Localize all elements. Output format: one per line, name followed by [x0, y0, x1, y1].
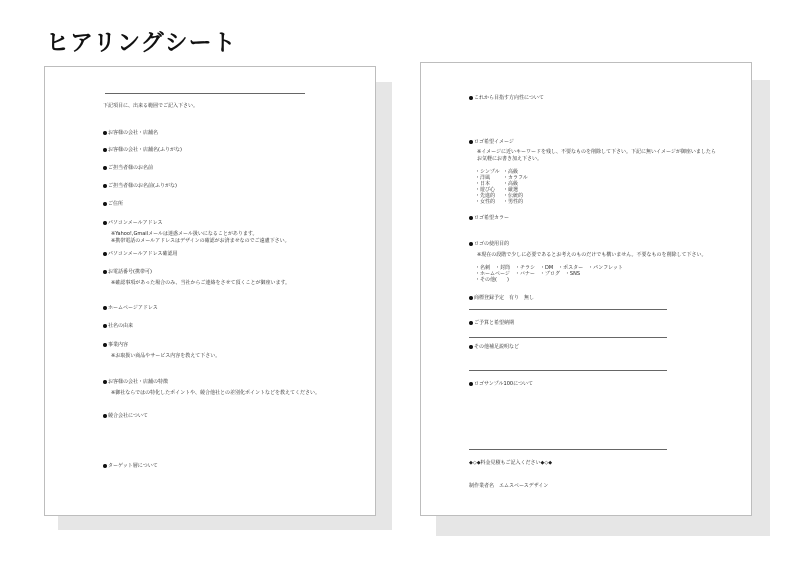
item-logo-image: ロゴ希望イメージ — [469, 139, 514, 145]
producer-name: 制作業者名 エムスペースデザイン — [469, 483, 549, 489]
usage-line-1: ・名刺 ・封筒 ・チラシ ・DM ・ポスター ・パンフレット — [475, 265, 623, 271]
keyword-a-1: ・シンプル — [475, 169, 500, 175]
item-logo-usage: ロゴの使用目的 — [469, 241, 509, 247]
bullet-icon — [469, 96, 473, 100]
bullet-icon — [103, 306, 107, 310]
item-features: お客様の会社・店舗の特徴 — [103, 379, 168, 385]
item-phone: お電話番号(携帯可) — [103, 269, 152, 275]
item-target: ターゲット層について — [103, 463, 158, 469]
bullet-icon — [469, 242, 473, 246]
bullet-icon — [469, 216, 473, 220]
bullet-icon — [469, 345, 473, 349]
email-note-1: ※Yahoo!,Gmailメールは迷惑メール扱いになることがあります。 — [111, 231, 258, 237]
divider — [469, 337, 667, 338]
item-budget: ご予算と希望納期 — [469, 320, 514, 326]
bullet-icon — [103, 380, 107, 384]
bullet-icon — [103, 414, 107, 418]
image-note-1: ※イメージに近いキーワードを残し、不要なものを削除して下さい。下記に無いイメージが御座いましたら — [477, 149, 716, 155]
item-company: お客様の会社・店舗名 — [103, 130, 158, 136]
bullet-icon — [103, 270, 107, 274]
divider — [469, 449, 667, 450]
keyword-b-2: ・カラフル — [503, 175, 528, 181]
usage-note: ※現在の段階で少しに必要であるとお考えのものだけでも構いません。不要なものを削除して下さい。 — [477, 252, 707, 258]
usage-line-3: ・その他( ) — [475, 277, 509, 283]
business-note: ※お取扱い商品やサービス内容を教えて下さい。 — [111, 353, 221, 359]
keyword-b-1: ・高級 — [503, 169, 519, 175]
item-email-confirm: パソコンメールアドレス確認用 — [103, 251, 178, 257]
keyword-b-6: ・男性的 — [503, 199, 524, 205]
keyword-a-5: ・先進的 — [475, 193, 496, 199]
divider — [469, 309, 667, 310]
bullet-icon — [103, 131, 107, 135]
bullet-icon — [103, 343, 107, 347]
bullet-icon — [469, 140, 473, 144]
bullet-icon — [469, 296, 473, 300]
item-competitors: 競合会社について — [103, 413, 148, 419]
item-logo-color: ロゴ希望カラー — [469, 215, 509, 221]
keyword-b-4: ・厳選 — [503, 187, 519, 193]
item-direction: これから目指す方向性について — [469, 95, 544, 101]
email-note-2: ※携帯電話のメールアドレスはデザインの確認がお済ませなのでご遠慮下さい。 — [111, 238, 290, 244]
bullet-icon — [103, 148, 107, 152]
bullet-icon — [469, 321, 473, 325]
image-note-2: お気軽にお書き加え下さい。 — [477, 156, 543, 162]
sheet-page-2 — [420, 62, 752, 516]
item-person-kana: ご担当者様のお名前(ふりがな) — [103, 183, 177, 189]
item-remarks: その他補足説明など — [469, 344, 519, 350]
item-name-origin: 社名の由来 — [103, 323, 133, 329]
bullet-icon — [103, 184, 107, 188]
item-logo-samples: ロゴサンプル100について — [469, 381, 533, 387]
item-homepage: ホームページアドレス — [103, 305, 158, 311]
sheet-page-1 — [44, 66, 376, 516]
bullet-icon — [469, 382, 473, 386]
phone-note: ※確認事項があった場合のみ、当社からご連絡をさせて頂くことが御座います。 — [111, 280, 291, 286]
bullet-icon — [103, 464, 107, 468]
divider — [105, 93, 305, 94]
item-company-kana: お客様の会社・店舗名(ふりがな) — [103, 147, 182, 153]
bullet-icon — [103, 202, 107, 206]
bullet-icon — [103, 252, 107, 256]
usage-line-2: ・ホームページ ・バナー ・ブログ ・SNS — [475, 271, 580, 277]
keyword-a-2: ・洋風 — [475, 175, 491, 181]
divider — [469, 370, 667, 371]
item-person: ご担当者様のお名前 — [103, 165, 153, 171]
item-address: ご住所 — [103, 201, 123, 207]
bullet-icon — [103, 166, 107, 170]
keyword-a-4: ・遊び心 — [475, 187, 496, 193]
trademark-option: 商標登録予定 有り 無し — [469, 295, 534, 301]
keyword-b-5: ・伝統的 — [503, 193, 524, 199]
bullet-icon — [103, 324, 107, 328]
item-email: パソコンメールアドレス — [103, 220, 163, 226]
intro-text: 下記項目に、出来る範囲でご記入下さい。 — [103, 103, 199, 109]
features-note: ※御社ならではの特化したポイントや、競合他社との差別化ポイントなどを教えてください。 — [111, 390, 321, 396]
keyword-b-3: ・高級 — [503, 181, 519, 187]
footer-notice: ◆◇◆料金見積もご記入ください◆◇◆ — [469, 460, 553, 466]
bullet-icon — [103, 221, 107, 225]
page-title: ヒアリングシート — [46, 30, 237, 56]
keyword-a-6: ・女性的 — [475, 199, 496, 205]
item-business: 事業内容 — [103, 342, 128, 348]
keyword-a-3: ・日本 — [475, 181, 491, 187]
